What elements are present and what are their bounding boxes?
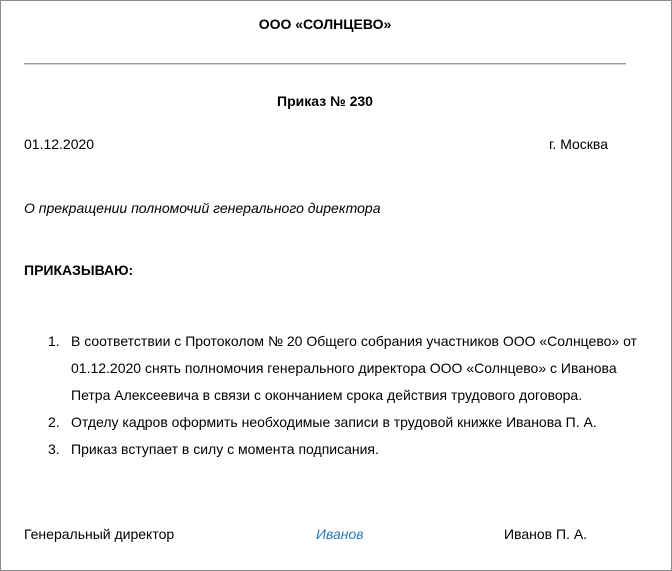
item-line: Отделу кадров оформить необходимые записи в трудовой книжке Иванова П. А.: [71, 414, 597, 430]
item-number: 2.: [48, 414, 60, 430]
item-number: 1.: [48, 333, 60, 349]
order-item-2: [1, 409, 641, 436]
handwritten-signature: Иванов: [316, 526, 364, 542]
header-divider: [24, 63, 626, 65]
order-item-3: [1, 436, 641, 463]
item-line: 01.12.2020 снять полномочия генерального директора ООО «Солнцево» с Иванова: [71, 360, 617, 376]
item-line: Петра Алексеевича в связи с окончанием срока действия трудового договора.: [71, 387, 583, 403]
organization-name: ООО «СОЛНЦЕВО»: [258, 16, 392, 32]
order-title: Приказ № 230: [277, 93, 373, 109]
signatory-position: Генеральный директор: [24, 526, 175, 542]
signatory-name: Иванов П. А.: [504, 526, 588, 542]
order-verb: ПРИКАЗЫВАЮ:: [24, 262, 134, 278]
item-number: 3.: [48, 441, 60, 457]
item-line: В соответствии с Протоколом № 20 Общего собрания участников ООО «Солнцево» от: [71, 333, 637, 349]
item-line: Приказ вступает в силу с момента подписания.: [71, 441, 379, 457]
order-items-list: [1, 328, 641, 463]
order-item-1: [1, 328, 641, 409]
order-city: г. Москва: [549, 136, 608, 152]
order-date: 01.12.2020: [24, 136, 95, 152]
order-subject: О прекращении полномочий генерального директора: [24, 200, 381, 216]
